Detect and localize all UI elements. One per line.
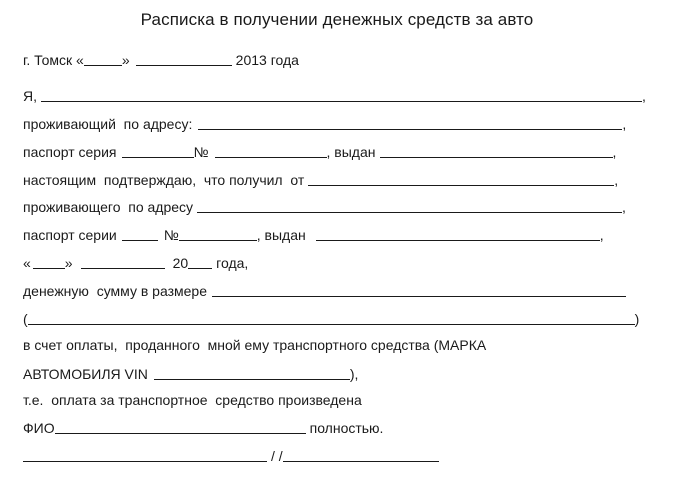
- paid-line: [23, 390, 362, 408]
- confirm-label: настоящим подтверждаю, что получил от: [23, 172, 305, 188]
- passport-series2-label: паспорт серии: [23, 227, 117, 243]
- year-label: 2013 года: [235, 52, 299, 68]
- fio-blank[interactable]: [55, 418, 306, 434]
- city-label: г. Томск «: [23, 52, 84, 68]
- confirm-comma: ,: [614, 172, 619, 188]
- amount-blank[interactable]: [212, 281, 626, 297]
- amount-words-line: [23, 309, 639, 327]
- amount-words-blank[interactable]: [28, 309, 635, 325]
- issue-month-blank[interactable]: [81, 253, 165, 269]
- vin-close: ),: [349, 366, 359, 382]
- payer-name-blank[interactable]: [308, 170, 614, 186]
- paren-open: (: [23, 311, 28, 327]
- issue-date-line: [23, 253, 248, 271]
- amount-label: денежную сумму в размере: [23, 283, 207, 299]
- date-open: «: [23, 255, 31, 271]
- payer-issued-by-blank[interactable]: [316, 225, 600, 241]
- passport-series-blank[interactable]: [122, 142, 194, 158]
- amount-line: [23, 281, 626, 299]
- signature-line: [23, 446, 439, 464]
- confirm-line: [23, 170, 618, 188]
- payment-line: [23, 335, 486, 353]
- issue-year-blank[interactable]: [188, 253, 212, 269]
- payer-address-blank[interactable]: [197, 197, 622, 213]
- vin-line: [23, 364, 358, 382]
- vin-blank[interactable]: [154, 364, 350, 380]
- date-year: 20: [172, 255, 189, 271]
- document-title: Расписка в получении денежных средств за авто: [140, 10, 534, 29]
- payer-passport-line: [23, 225, 604, 243]
- passport-number-blank[interactable]: [215, 142, 327, 158]
- payer-address-line: [23, 197, 626, 215]
- payer-address-comma: ,: [622, 199, 626, 215]
- issue-day-blank[interactable]: [33, 253, 65, 269]
- payer-passport-comma: ,: [599, 227, 604, 243]
- address-line: [23, 114, 626, 132]
- payer-number-blank[interactable]: [179, 225, 257, 241]
- passport-line: [23, 142, 616, 160]
- city-date-line: [23, 50, 299, 68]
- signature-blank[interactable]: [23, 446, 267, 462]
- signature-slashes: / /: [271, 448, 283, 464]
- issued-by-blank[interactable]: [380, 142, 613, 158]
- vin-label: АВТОМОБИЛЯ VIN: [23, 366, 148, 382]
- city-mid: »: [121, 52, 130, 68]
- address-comma: ,: [622, 116, 627, 132]
- payment-text: в счет оплаты, проданного мной ему транспортного средства (МАРКА: [23, 337, 487, 353]
- fio-line: [23, 418, 383, 436]
- residing-label: проживающий по адресу:: [23, 116, 193, 132]
- fully-label: полностью.: [309, 420, 384, 436]
- payer-series-blank[interactable]: [122, 225, 158, 241]
- ya-label: Я,: [23, 88, 37, 104]
- date-mid: »: [64, 255, 73, 271]
- name-comma: ,: [642, 88, 646, 104]
- month-blank[interactable]: [136, 50, 232, 66]
- fio-label: ФИО: [23, 420, 55, 436]
- passport-comma: ,: [612, 144, 617, 160]
- number-sign: №: [193, 144, 209, 160]
- number-sign2: №: [163, 227, 179, 243]
- name-blank[interactable]: [41, 86, 642, 102]
- date-year-suffix: года,: [216, 255, 249, 271]
- issued2-label: , выдан: [256, 227, 306, 243]
- address-blank[interactable]: [198, 114, 622, 130]
- passport-series-label: паспорт серия: [23, 144, 117, 160]
- issued-label: , выдан: [326, 144, 376, 160]
- name-line: [23, 86, 646, 104]
- residing2-label: проживающего по адресу: [23, 199, 194, 215]
- paid-text: т.е. оплата за транспортное средство произведена: [23, 392, 362, 408]
- day-blank[interactable]: [84, 50, 122, 66]
- paren-close: ): [634, 311, 640, 327]
- signature-name-blank[interactable]: [283, 446, 439, 462]
